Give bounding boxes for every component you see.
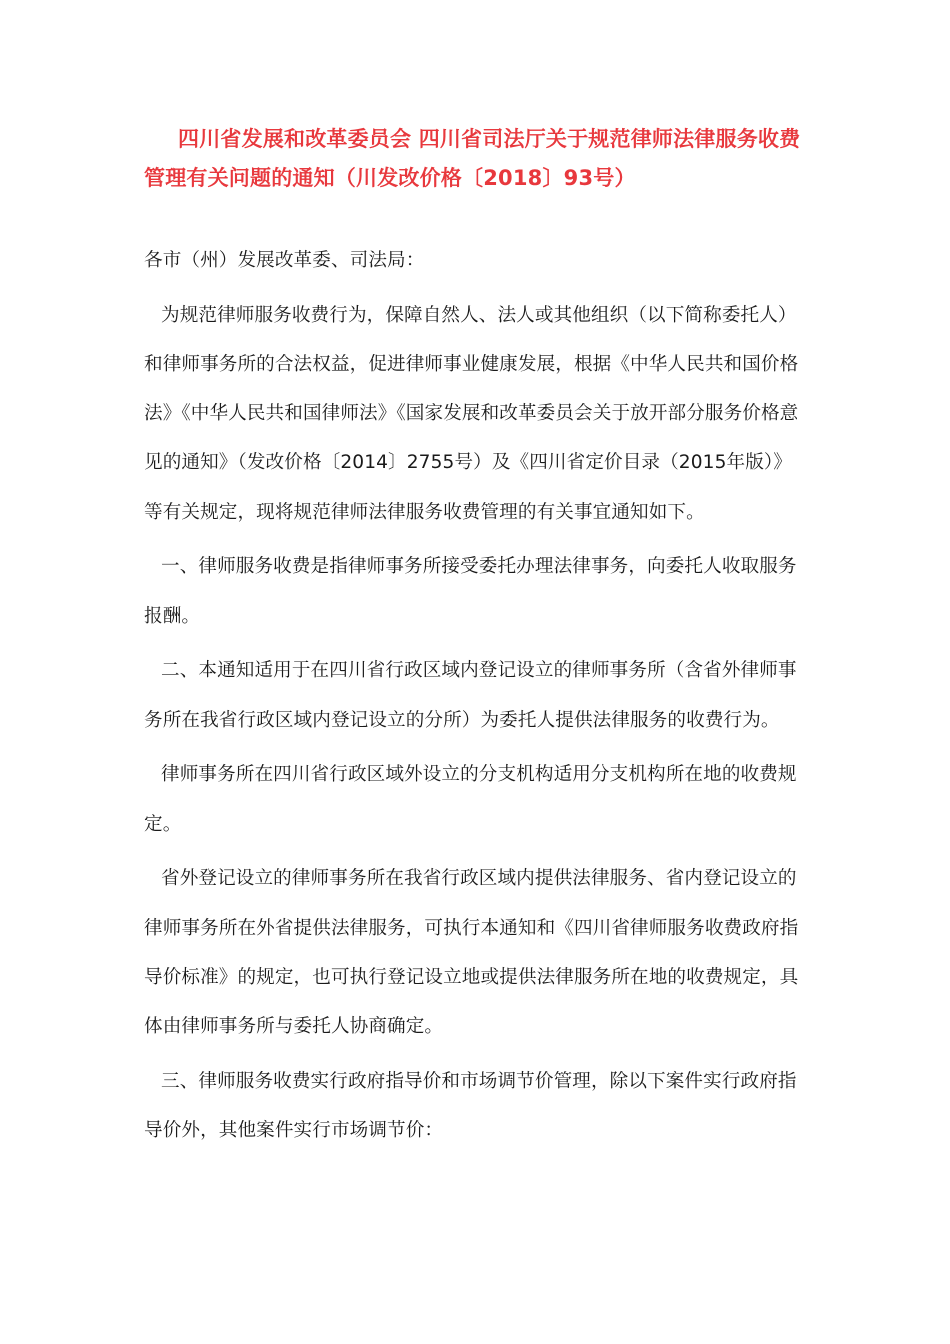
paragraph-item-1: 一、律师服务收费是指律师事务所接受委托办理法律事务，向委托人收取服务报酬。	[144, 556, 797, 627]
paragraph-item-2-outside: 省外登记设立的律师事务所在我省行政区域内提供法律服务、省内登记设立的律师事务所在外省提供法律服务，可执行本通知和《四川省律师服务收费政府指导价标准》的规定，也可执行登记设立地或提供法律服务所在地的收费规定，具体由律师事务所与委托人协商确定。	[144, 868, 799, 1038]
paragraph-intro: 为规范律师服务收费行为，保障自然人、法人或其他组织（以下简称委托人）和律师事务所的合法权益，促进律师事业健康发展，根据《中华人民共和国价格法》《中华人民共和国律师法》《国家发展和改革委员会关于放开部分服务价格意见的通知》（发改价格〔2014〕2755号）及《四川省定价目录（2015年版）》等有关规定，现将规范律师法律服务收费管理的有关事宜通知如下。	[144, 304, 799, 523]
document-body	[144, 236, 810, 1161]
paragraph-item-2: 二、本通知适用于在四川省行政区域内登记设立的律师事务所（含省外律师事务所在我省行政区域内登记设立的分所）为委托人提供法律服务的收费行为。	[144, 660, 797, 731]
paragraph-item-3: 三、律师服务收费实行政府指导价和市场调节价管理，除以下案件实行政府指导价外，其他案件实行市场调节价：	[144, 1070, 797, 1142]
paragraph-item-2-branch: 律师事务所在四川省行政区域外设立的分支机构适用分支机构所在地的收费规定。	[144, 764, 797, 835]
salutation: 各市（州）发展改革委、司法局：	[144, 250, 425, 271]
document-title: 四川省发展和改革委员会 四川省司法厅关于规范律师法律服务收费管理有关问题的通知（川发改价格〔2018〕93号）	[144, 127, 801, 190]
